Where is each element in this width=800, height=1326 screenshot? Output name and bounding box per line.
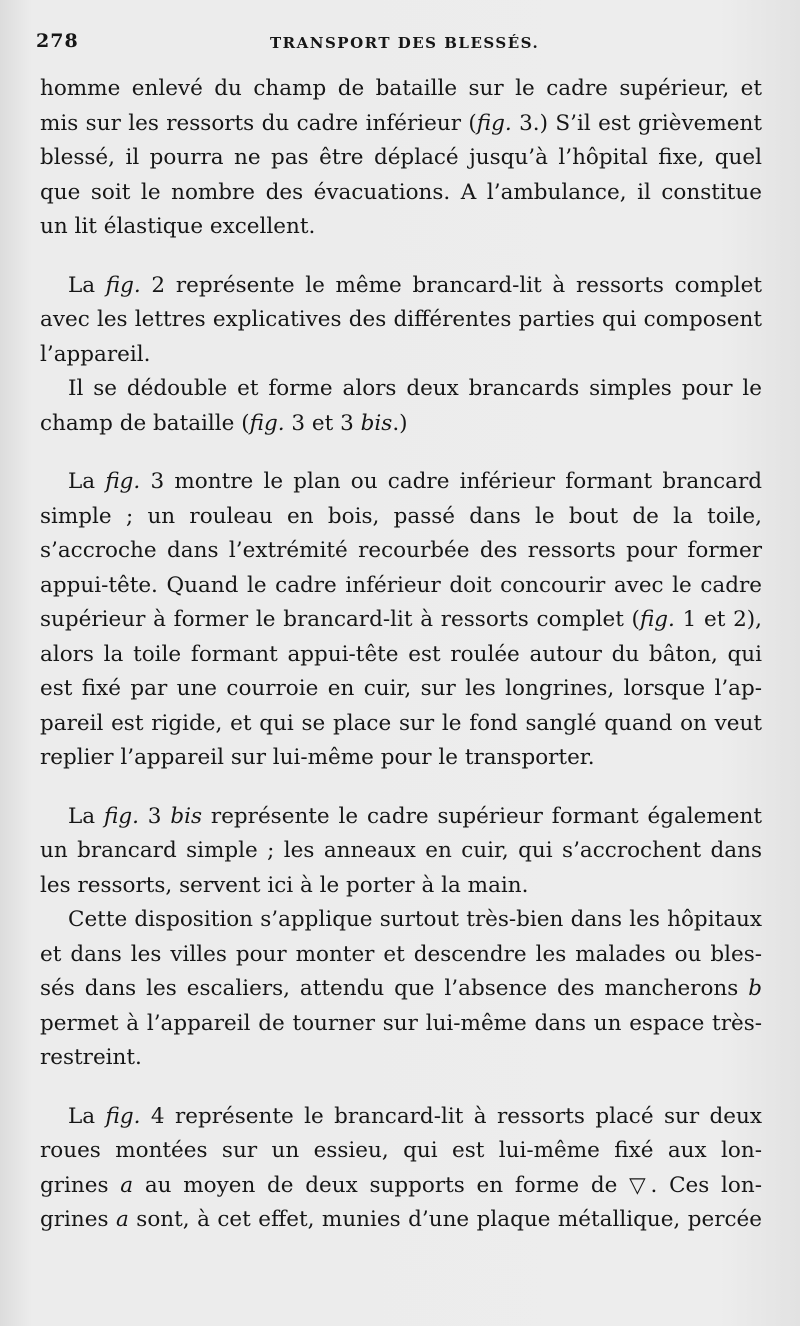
text-line: La fig. 3 montre le plan ou cadre inférieur formant brancard [68, 469, 762, 494]
text-line: La fig. 3 bis représente le cadre supérieur formant également [68, 803, 762, 829]
paragraph [40, 72, 762, 245]
text-line: homme enlevé du champ de bataille sur le cadre supérieur, et [40, 76, 762, 101]
text-line: replier l’appareil sur lui-même pour le transporter. [40, 745, 595, 770]
text-line: roues montées sur un essieu, qui est lui-même fixé aux lon- [40, 1138, 762, 1163]
text-line: avec les lettres explicatives des différentes parties qui composent [40, 307, 762, 332]
text-line: un brancard simple ; les anneaux en cuir, qui s’accrochent dans [40, 838, 762, 863]
text-line: supérieur à former le brancard-lit à ressorts complet (fig. 1 et 2), [40, 607, 762, 632]
paragraph [40, 903, 762, 1076]
text-line: simple ; un rouleau en bois, passé dans le bout de la toile, [40, 503, 762, 529]
text-line: grines a au moyen de deux supports en forme de ▽. Ces lon- [40, 1172, 762, 1198]
text-line: est fixé par une courroie en cuir, sur les longrines, lorsque l’ap- [40, 676, 762, 701]
text-line: La fig. 4 représente le brancard-lit à ressorts placé sur deux [68, 1103, 763, 1129]
text-line: Cette disposition s’applique surtout très-bien dans les hôpitaux [68, 907, 762, 932]
page-body [40, 72, 762, 1238]
text-line: et dans les villes pour monter et descendre les malades ou bles- [40, 941, 762, 967]
paragraph [40, 800, 762, 904]
page-header [36, 30, 760, 60]
text-line: un lit élastique excellent. [40, 214, 316, 239]
text-line: champ de bataille (fig. 3 et 3 bis.) [40, 410, 408, 436]
page-number: 278 [36, 30, 79, 52]
paragraph [40, 269, 762, 373]
text-line: s’accroche dans l’extrémité recourbée des ressorts pour former [40, 538, 762, 563]
text-line: restreint. [40, 1045, 142, 1070]
text-line: appui-tête. Quand le cadre inférieur doit concourir avec le cadre [40, 572, 762, 598]
text-line: l’appareil. [40, 341, 151, 367]
text-line: Il se dédouble et forme alors deux brancards simples pour le [68, 376, 762, 401]
text-line: que soit le nombre des évacuations. A l’ambulance, il constitue [40, 179, 762, 205]
running-title: TRANSPORT DES BLESSÉS. [270, 34, 540, 52]
paragraph [40, 1100, 762, 1238]
text-line: alors la toile formant appui-tête est roulée autour du bâton, qui [40, 641, 762, 667]
text-line: permet à l’appareil de tourner sur lui-même dans un espace très- [40, 1010, 762, 1036]
text-line: les ressorts, servent ici à le porter à la main. [40, 872, 529, 898]
text-line: pareil est rigide, et qui se place sur le fond sanglé quand on veut [40, 710, 762, 736]
paragraph [40, 465, 762, 776]
text-line: blessé, il pourra ne pas être déplacé jusqu’à l’hôpital fixe, quel [40, 145, 762, 170]
text-line: grines a sont, à cet effet, munies d’une plaque métallique, percée [40, 1207, 762, 1232]
text-line: La fig. 2 représente le même brancard-lit à ressorts complet [68, 272, 762, 298]
text-line: sés dans les escaliers, attendu que l’absence des mancherons b [40, 976, 762, 1001]
paragraph [40, 372, 762, 441]
text-line: mis sur les ressorts du cadre inférieur (fig. 3.) S’il est grièvement [40, 110, 763, 136]
